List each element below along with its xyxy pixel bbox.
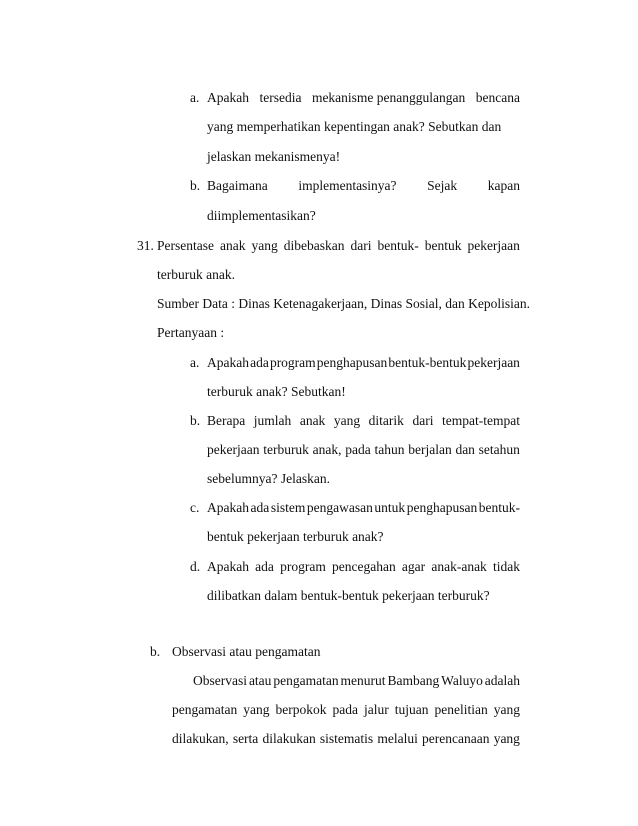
word: Apakah	[207, 559, 249, 574]
word: Persentase	[157, 238, 214, 253]
word: pengawasan	[306, 500, 373, 515]
word: serta	[232, 731, 259, 746]
word: pengamatan	[172, 702, 238, 717]
word: tahun	[374, 442, 405, 457]
word: dan	[455, 442, 475, 457]
item-31-questions-label: Pertanyaan :	[157, 325, 225, 340]
section-b-paragraph-line-3	[172, 731, 520, 747]
question-c-line-1	[207, 500, 520, 516]
word: program	[269, 355, 316, 370]
word: Berapa	[207, 413, 246, 428]
word: pekerjaan	[467, 238, 520, 253]
prev-item-a-line-3: jelaskan mekanismenya!	[207, 149, 341, 164]
question-d-line-1	[207, 559, 520, 575]
word: ada	[250, 500, 270, 515]
word: Observasi	[193, 673, 247, 688]
question-b-line-1	[207, 413, 520, 429]
prev-item-b-marker: b.	[190, 178, 201, 193]
word: melalui	[377, 731, 418, 746]
word: ada	[255, 559, 274, 574]
word: yang	[493, 702, 520, 717]
word: sistem	[270, 500, 306, 515]
word: bentuk-bentuk	[388, 355, 467, 370]
word: dari	[412, 413, 434, 428]
word: dilakukan,	[172, 731, 229, 746]
word: untuk	[374, 500, 406, 515]
question-c-line-2: bentuk pekerjaan terburuk anak?	[207, 529, 384, 544]
word: sistematis	[319, 731, 374, 746]
word: pada	[332, 702, 358, 717]
word: berpokok	[275, 702, 327, 717]
question-a-line-1	[207, 355, 520, 371]
word: Apakah	[207, 355, 249, 370]
word: pekerjaan	[207, 442, 260, 457]
prev-item-b-line-2: diimplementasikan?	[207, 208, 316, 223]
word: atau	[248, 673, 272, 688]
prev-item-a-line-2: yang memperhatikan kepentingan anak? Sebutkan dan	[207, 119, 502, 134]
word: Apakah	[207, 500, 249, 515]
word: bentuk	[424, 238, 462, 253]
word: pencegahan	[332, 559, 396, 574]
word: implementasinya?	[298, 178, 397, 193]
word: anak	[219, 238, 246, 253]
word: yang	[333, 413, 361, 428]
word: tujuan	[394, 702, 429, 717]
word: pekerjaan	[467, 355, 520, 370]
word: anak,	[312, 442, 342, 457]
section-b-heading: Observasi atau pengamatan	[172, 644, 321, 659]
word: bentuk-	[377, 238, 419, 253]
question-b-line-2	[207, 442, 520, 458]
word: mekanisme penanggulangan	[311, 90, 466, 105]
word: penelitian	[434, 702, 488, 717]
word: anak-anak	[431, 559, 487, 574]
word: penghapusan	[406, 500, 478, 515]
word: Apakah	[207, 90, 249, 105]
question-b-line-3: sebelumnya? Jelaskan.	[207, 471, 330, 486]
item-31-title-line-2: terburuk anak.	[157, 267, 235, 282]
word: bencana	[475, 90, 520, 105]
word: Bambang	[387, 673, 440, 688]
section-b-marker: b.	[150, 644, 161, 659]
word: Bagaimana	[207, 178, 268, 193]
word: yang	[243, 702, 270, 717]
word: tidak	[493, 559, 520, 574]
question-d-line-2: dilibatkan dalam bentuk-bentuk pekerjaan terburuk?	[207, 588, 490, 603]
item-31-number: 31.	[137, 238, 154, 253]
prev-item-a-marker: a.	[190, 90, 200, 105]
word: bentuk-	[478, 500, 520, 515]
item-31-title-line-1	[157, 238, 520, 254]
word: menurut	[340, 673, 386, 688]
word: pengamatan	[273, 673, 339, 688]
word: ada	[250, 355, 269, 370]
section-b-paragraph-line-2	[172, 702, 520, 718]
word: tempat-tempat	[442, 413, 520, 428]
question-c-marker: c.	[190, 500, 200, 515]
word: kapan	[487, 178, 520, 193]
word: agar	[401, 559, 426, 574]
prev-item-b-line-1	[207, 178, 520, 194]
question-a-marker: a.	[190, 355, 200, 370]
word: Sejak	[427, 178, 458, 193]
item-31-source: Sumber Data : Dinas Ketenagakerjaan, Dinas Sosial, dan Kepolisian.	[157, 296, 531, 311]
word: berjalan	[408, 442, 452, 457]
word: yang	[251, 238, 278, 253]
section-b-paragraph-line-1	[193, 673, 520, 689]
word: program	[280, 559, 326, 574]
word: yang	[493, 731, 520, 746]
word: jumlah	[253, 413, 292, 428]
word: ditarik	[368, 413, 404, 428]
word: penghapusan	[316, 355, 388, 370]
word: Waluyo	[441, 673, 483, 688]
question-b-marker: b.	[190, 413, 201, 428]
word: setahun	[478, 442, 520, 457]
word: dibebaskan	[283, 238, 345, 253]
word: pada	[345, 442, 371, 457]
word: dari	[350, 238, 372, 253]
word: dilakukan	[262, 731, 316, 746]
word: terburuk	[263, 442, 309, 457]
word: perencanaan	[422, 731, 490, 746]
question-a-line-2: terburuk anak? Sebutkan!	[207, 384, 346, 399]
question-d-marker: d.	[190, 559, 201, 574]
word: tersedia	[259, 90, 302, 105]
prev-item-a-line-1	[207, 90, 520, 106]
word: adalah	[484, 673, 520, 688]
word: jalur	[363, 702, 389, 717]
word: anak	[299, 413, 326, 428]
